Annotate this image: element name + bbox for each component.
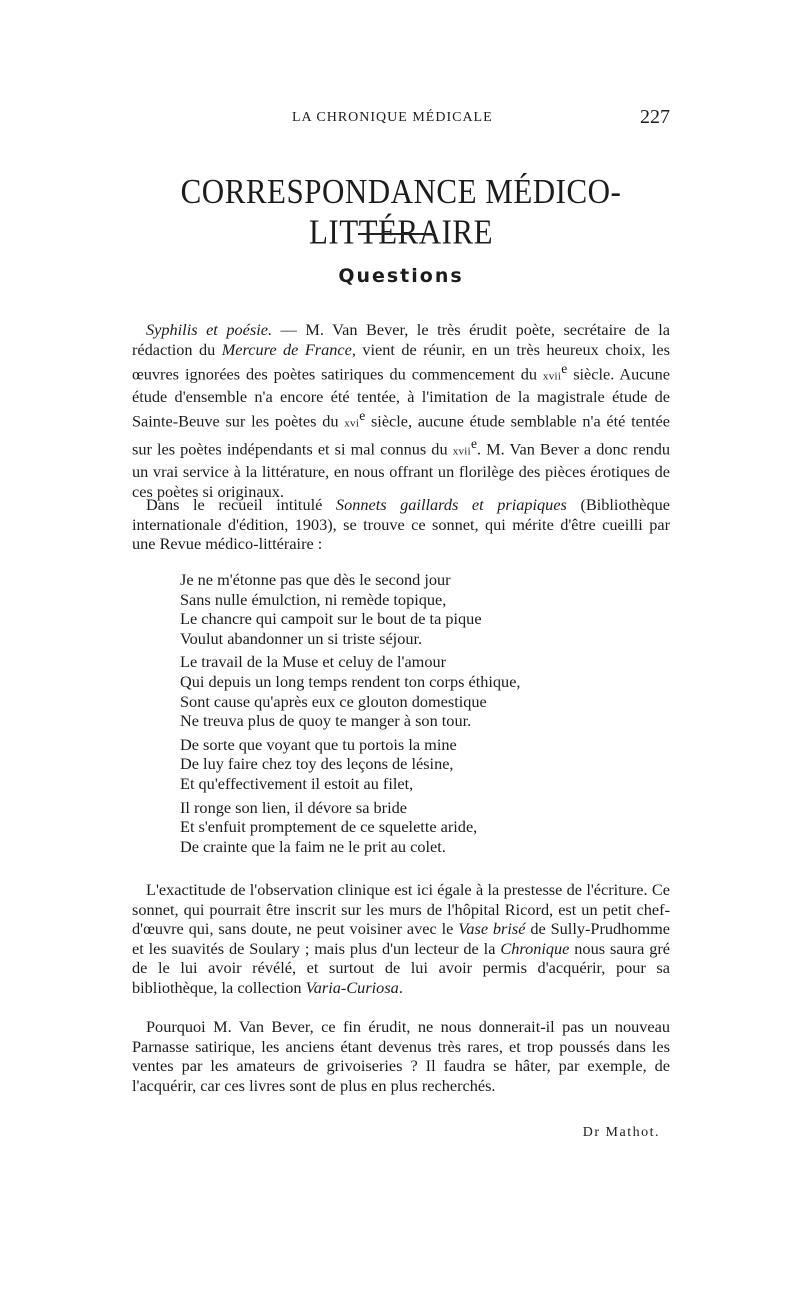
poem-line: Je ne m'étonne pas que dès le second jour <box>180 570 451 589</box>
page-title: CORRESPONDANCE MÉDICO-LITTÉRAIRE <box>180 171 622 252</box>
poem-line: Et qu'effectivement il estoit au filet, <box>180 773 414 793</box>
poem-line: De luy faire chez toy des leçons de lésine, <box>180 754 454 774</box>
poem-line: De sorte que voyant que tu portois la mine <box>180 734 457 754</box>
poem-line: Sans nulle émulction, ni remède topique, <box>180 589 447 609</box>
poem-line: Qui depuis un long temps rendent ton corps éthique, <box>180 671 521 691</box>
poem-line: Sont cause qu'après eux ce glouton domestique <box>180 691 487 711</box>
poem-line: Le chancre qui campoit sur le bout de ta pique <box>180 609 482 629</box>
section-title: Questions <box>338 265 464 287</box>
chronique-title: Chronique <box>500 938 570 958</box>
stanza <box>180 652 660 730</box>
poem-line: De crainte que la faim ne le prit au colet. <box>180 836 446 856</box>
stanza <box>180 570 660 648</box>
collection-title: Varia-Curiosa <box>305 977 399 997</box>
title-divider <box>358 233 432 235</box>
poem-line: Il ronge son lien, il dévore sa bride <box>180 797 407 817</box>
journal-title: Mercure de France <box>221 339 352 359</box>
topic-heading: Syphilis et poésie. <box>146 320 273 339</box>
poem-line: Ne treuva plus de quoy te manger à son tour. <box>180 711 472 731</box>
paragraph-commentary: L'exactitude de l'observation clinique est ici égale à la prestesse de l'écriture. Ce sonnet, qui pourrait être inscrit sur les murs de l'hôpital Ricord, est un petit chef-d'œuvre qui, sans doute, ne peut voisiner avec le Vase brisé de Sully-Prudhomme et les suavités de Soulary ; mais plus d'un lecteur de la Chronique nous saura gré de le lui avoir révélé, et surtout de lui avoir permis d'acquérir, pour sa bibliothèque, la collection Varia-Curiosa. <box>132 880 671 997</box>
poem-line: Le travail de la Muse et celuy de l'amour <box>180 652 447 672</box>
paragraph-recueil: Dans le recueil intitulé Sonnets gaillards et priapiques (Bibliothèque internationale d'édition, 1903), se trouve ce sonnet, qui mérite d'être cueilli par une Revue médico-littéraire : <box>132 495 670 553</box>
signature: Dr Mathot. <box>582 1125 660 1140</box>
poem-line: Et s'enfuit promptement de ce squelette aride, <box>180 817 478 837</box>
running-head <box>132 106 670 130</box>
book-title: Sonnets gaillards et priapiques <box>335 495 567 514</box>
work-title: Vase brisé <box>458 919 526 938</box>
paragraph-closing: Pourquoi M. Van Bever, ce fin érudit, ne nous donnerait-il pas un nouveau Parnasse satirique, les anciens étant devenus très rares, et trop poussés dans les ventes par les amateurs de grivoiseries ? Il faudra se hâter, par exemple, de l'acquérir, car ces livres sont de plus en plus recherchés. <box>132 1017 670 1095</box>
page-number: 227 <box>640 106 670 128</box>
poem-line: Voulut abandonner un si triste séjour. <box>180 628 423 648</box>
running-title: LA CHRONIQUE MÉDICALE <box>292 110 493 125</box>
paragraph-intro: Syphilis et poésie. — M. Van Bever, le très érudit poète, secrétaire de la rédaction du Mercure de France, vient de réunir, en un très heureux choix, les œuvres ignorées des poètes satiriques du commencement du xvii$^e$ siècle. Aucune étude d'ensemble n'a encore été tentée, à l'imitation de la magistrale étude de Sainte-Beuve sur les poètes du xvi$^e$ siècle, aucune étude semblable n'a été tentée sur les poètes indépendants et si mal connus du xvii$^e$. M. Van Bever a donc rendu un vrai service à la littérature, en nous offrant un florilège des pièces érotiques de ces poètes si originaux. <box>132 320 671 501</box>
stanza <box>180 798 660 857</box>
stanza <box>180 735 660 794</box>
sonnet <box>180 570 660 860</box>
